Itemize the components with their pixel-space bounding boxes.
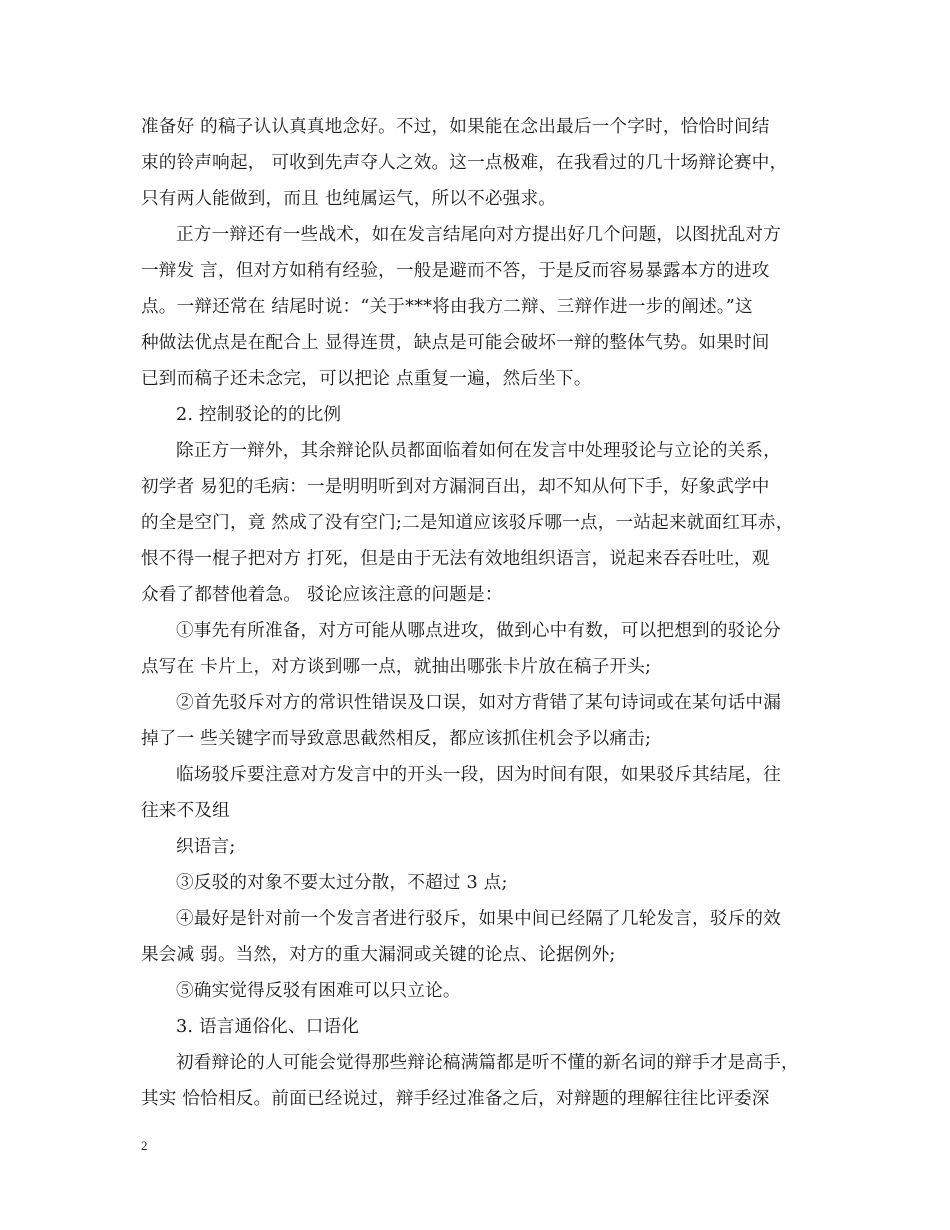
section-heading: 2. 控制驳论的的比例 (176, 405, 342, 425)
text-line: 果会减 弱。当然，对方的重大漏洞或关键的论点、论据例外; (141, 945, 616, 965)
text-line: 种做法优点是在配合上 显得连贯，缺点是可能会破坏一辩的整体气势。如果时间 (141, 333, 770, 353)
text-line: 点。一辩还常在 结尾时说：“关于***将由我方二辩、三辩作进一步的阐述。”这 (141, 297, 753, 317)
text-line: 束的铃声响起， 可收到先声夺人之效。这一点极难，在我看过的几十场辩论赛中， (141, 153, 788, 173)
text-line: 织语言; (176, 837, 236, 857)
text-line: 往来不及组 (141, 801, 230, 821)
page-number: 2 (141, 1138, 148, 1153)
section-heading: 3. 语言通俗化、口语化 (176, 1017, 360, 1037)
text-line: 众看了都替他着急。 驳论应该注意的问题是： (141, 585, 503, 605)
text-line: 恨不得一棍子把对方 打死，但是由于无法有效地组织语言，说起来吞吞吐吐，观 (141, 549, 770, 569)
text-line: 已到而稿子还未念完，可以把论 点重复一遍，然后坐下。 (141, 369, 592, 389)
text-line: ①事先有所准备，对方可能从哪点进攻，做到心中有数，可以把想到的驳论分 (176, 621, 781, 641)
text-line: ②首先驳斥对方的常识性错误及口误，如对方背错了某句诗词或在某句话中漏 (176, 693, 781, 713)
text-line: 一辩发 言，但对方如稍有经验，一般是避而不答，于是反而容易暴露本方的进攻 (141, 261, 770, 281)
text-line: ③反驳的对象不要太过分散，不超过 3 点; (176, 873, 508, 893)
text-line: 临场驳斥要注意对方发言中的开头一段，因为时间有限，如果驳斥其结尾，往 (176, 765, 781, 785)
text-line: 点写在 卡片上，对方谈到哪一点，就抽出哪张卡片放在稿子开头; (141, 657, 652, 677)
text-line: 初学者 易犯的毛病：一是明明听到对方漏洞百出，却不知从何下手，好象武学中 (141, 477, 770, 497)
text-line: 掉了一 些关键字而导致意思截然相反，都应该抓住机会予以痛击; (141, 729, 652, 749)
text-line: 准备好 的稿子认认真真地念好。不过，如果能在念出最后一个字时，恰恰时间结 (141, 117, 770, 137)
text-line: 其实 恰恰相反。前面已经说过，辩手经过准备之后，对辩题的理解往往比评委深 (141, 1089, 770, 1109)
text-line: 只有两人能做到，而且 也纯属运气，所以不必强求。 (141, 189, 557, 209)
text-line: ④最好是针对前一个发言者进行驳斥，如果中间已经隔了几轮发言，驳斥的效 (176, 909, 781, 929)
text-line: 正方一辩还有一些战术，如在发言结尾向对方提出好几个问题，以图扰乱对方 (176, 225, 781, 245)
text-line: 除正方一辩外，其余辩论队员都面临着如何在发言中处理驳论与立论的关系， (176, 441, 781, 461)
text-line: 初看辩论的人可能会觉得那些辩论稿满篇都是听不懂的新名词的辩手才是高手， (176, 1053, 799, 1073)
text-line: 的全是空门，竟 然成了没有空门;二是知道应该驳斥哪一点，一站起来就面红耳赤， (141, 513, 794, 533)
text-line: ⑤确实觉得反驳有困难可以只立论。 (176, 981, 461, 1001)
